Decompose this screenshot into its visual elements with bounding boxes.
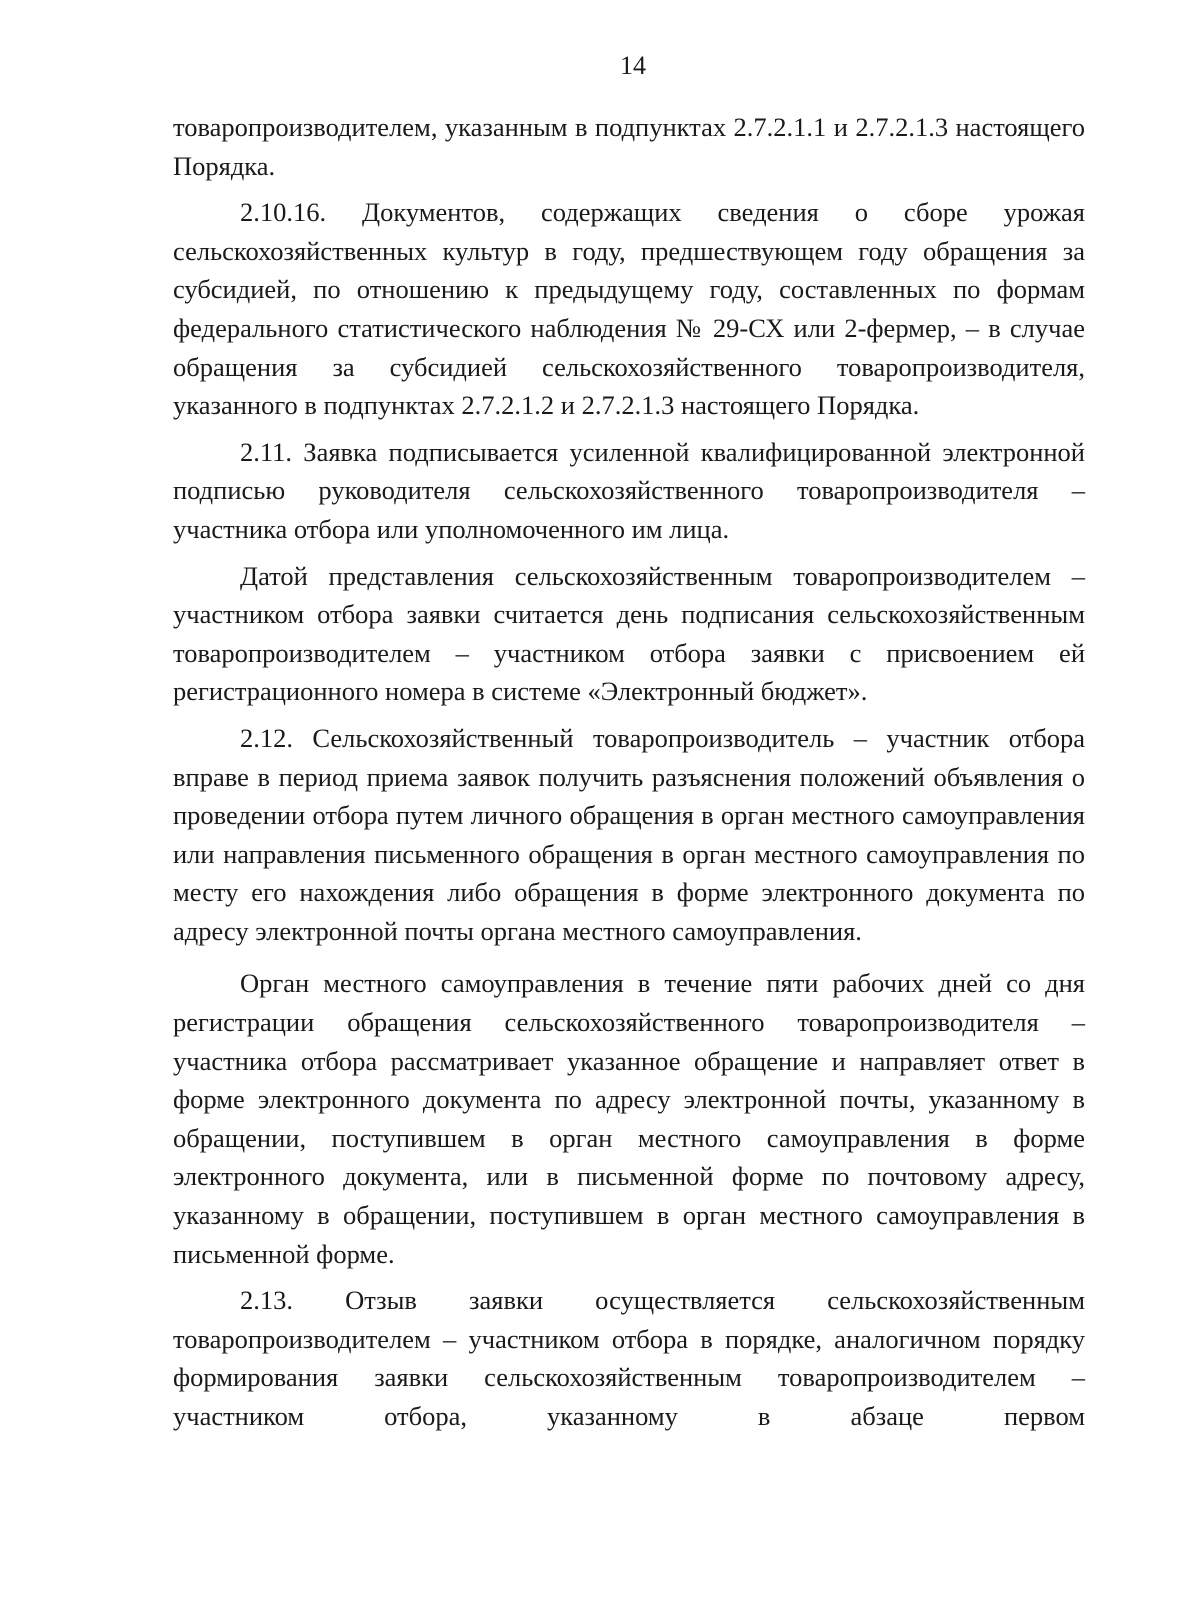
paragraph-2-11: 2.11. Заявка подписывается усиленной квалифицированной электронной подписью руководителя сельскохозяйственного товаропроизводителя – участника отбора или уполномоченного им лица. — [173, 436, 1085, 544]
paragraph-continuation: товаропроизводителем, указанным в подпунктах 2.7.2.1.1 и 2.7.2.1.3 настоящего Порядка. — [173, 112, 1085, 181]
document-body — [173, 108, 1085, 1436]
paragraph-submission-date: Датой представления сельскохозяйственным товаропроизводителем – участником отбора заявки считается день подписания сельскохозяйственным товаропроизводителем – участником отбора заявки с присвоением ей регистрационного номера в системе «Электронный бюджет». — [173, 560, 1085, 707]
page-number: 14 — [620, 51, 646, 80]
paragraph-2-12: 2.12. Сельскохозяйственный товаропроизводитель – участник отбора вправе в период приема заявок получить разъяснения положений объявления о проведении отбора путем личного обращения в орган местного самоуправления или направления письменного обращения в орган местного самоуправления по месту его нахождения либо обращения в форме электронного документа по адресу электронной почты органа местного самоуправления. — [173, 722, 1085, 946]
paragraph-2-13: 2.13. Отзыв заявки осуществляется сельскохозяйственным товаропроизводителем – участником отбора в порядке, аналогичном порядку формирования заявки сельскохозяйственным товаропроизводителем – участником отбора, указанному в абзаце первом — [173, 1285, 1085, 1431]
paragraph-local-authority: Орган местного самоуправления в течение пяти рабочих дней со дня регистрации обращения сельскохозяйственного товаропроизводителя – участника отбора рассматривает указанное обращение и направляет ответ в форме электронного документа по адресу электронной почты, указанному в обращении, поступившем в орган местного самоуправления в форме электронного документа, или в письменной форме по почтовому адресу, указанному в обращении, поступившем в орган местного самоуправления в письменной форме. — [173, 968, 1085, 1269]
paragraph-2-10-16: 2.10.16. Документов, содержащих сведения о сборе урожая сельскохозяйственных культур в году, предшествующем году обращения за субсидией, по отношению к предыдущему году, составленных по формам федерального статистического наблюдения № 29-СХ или 2-фермер, – в случае обращения за субсидией сельскохозяйственного товаропроизводителя, указанного в подпунктах 2.7.2.1.2 и 2.7.2.1.3 настоящего Порядка. — [173, 197, 1085, 421]
